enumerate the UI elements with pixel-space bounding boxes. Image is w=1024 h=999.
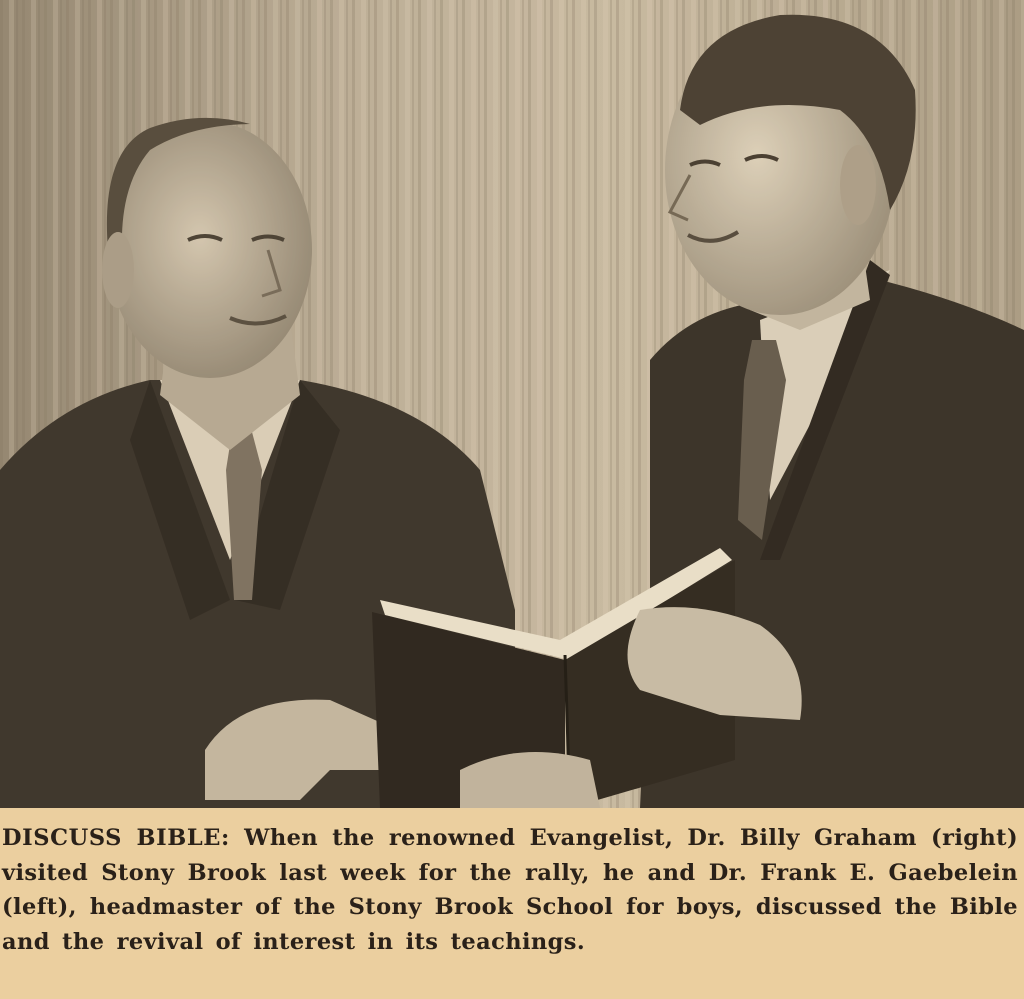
caption-body: When the renowned Evangelist, Dr. Billy Graham (right) visited Stony Brook last week for the rally, he and Dr. Frank E. Gaebelein (left), headmaster of the Stony Brook School for boys, discussed the Bible and the revival of interest in its teachings. xyxy=(2,825,1018,955)
caption-lead: DISCUSS BIBLE: xyxy=(2,825,230,851)
photo-caption xyxy=(0,815,1020,999)
